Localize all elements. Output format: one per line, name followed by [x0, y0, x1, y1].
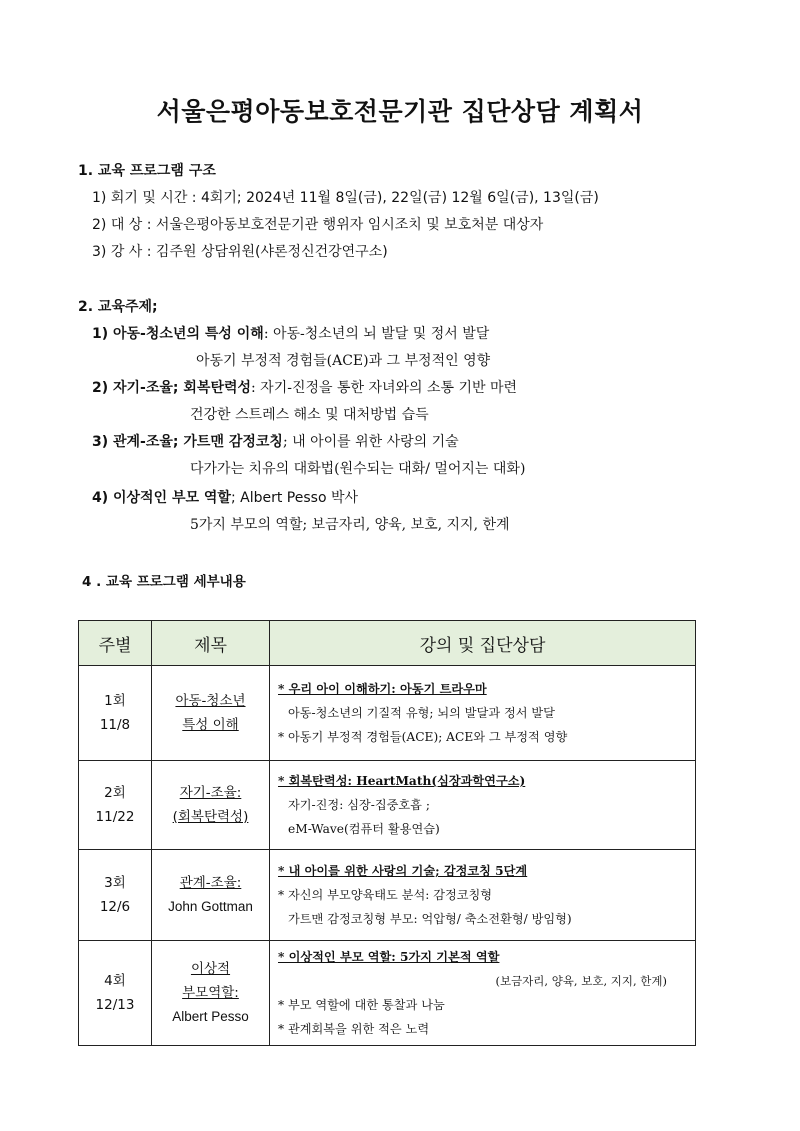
title-line: 특성 이해 [182, 717, 239, 733]
topic-3 [92, 431, 459, 451]
topic-1 [92, 323, 489, 343]
week-cell [79, 761, 152, 850]
session-date: 11/8 [99, 717, 131, 733]
header-content: 강의 및 집단상담 [270, 621, 696, 666]
session-date: 12/13 [95, 997, 135, 1013]
topic-1-sub: 아동기 부정적 경험들(ACE)과 그 부정적인 영향 [196, 353, 491, 369]
week-cell [79, 850, 152, 941]
session-number: 1회 [104, 693, 126, 709]
topic-2-sub: 건강한 스트레스 해소 및 대처방법 습득 [190, 407, 429, 423]
section1-item-schedule: 1) 회기 및 시간 : 4회기; 2024년 11월 8일(금), 22일(금) 12월 6일(금), 13일(금) [92, 190, 599, 206]
session-number: 4회 [104, 973, 126, 989]
title-cell [152, 761, 270, 850]
title-cell [152, 850, 270, 941]
content-line: * 자신의 부모양육태도 분석: 감정코칭형 [278, 888, 493, 902]
content-cell [270, 761, 696, 850]
title-line: Albert Pesso [172, 1009, 249, 1024]
title-line: 부모역할: [182, 985, 239, 1001]
table-row [79, 941, 696, 1046]
topic-label: 2) 자기-조율; 회복탄력성 [92, 380, 252, 396]
topic-label: 3) 관계-조율; 가트맨 감정코칭 [92, 434, 283, 450]
topic-label: 1) 아동-청소년의 특성 이해 [92, 326, 264, 342]
topic-label: 4) 이상적인 부모 역할 [92, 490, 231, 506]
topic-desc: : 자기-진정을 통한 자녀와의 소통 기반 마련 [251, 380, 518, 396]
section4-heading: 4 . 교육 프로그램 세부내용 [82, 574, 246, 590]
topic-desc: : 아동-청소년의 뇌 발달 및 정서 발달 [263, 326, 490, 342]
title-line: (회복탄력성) [172, 809, 249, 825]
document-title: 서울은평아동보호전문기관 집단상담 계획서 [156, 97, 644, 126]
topic-desc: ; Albert Pesso 박사 [230, 490, 359, 506]
table-row [79, 850, 696, 941]
topic-desc: ; 내 아이를 위한 사랑의 기술 [282, 434, 459, 450]
content-line: 가트맨 감정코칭형 부모: 억압형/ 축소전환형/ 방임형) [288, 912, 572, 926]
content-line: * 아동기 부정적 경험들(ACE); ACE와 그 부정적 영향 [278, 730, 568, 744]
session-date: 11/22 [95, 809, 135, 825]
content-cell [270, 666, 696, 761]
content-heading: * 내 아이를 위한 사랑의 기술; 감정코칭 5단계 [278, 864, 528, 878]
content-heading: * 우리 아이 이해하기: 아동기 트라우마 [278, 682, 487, 696]
content-line: eM-Wave(컴퓨터 활용연습) [288, 822, 440, 836]
session-number: 3회 [104, 875, 126, 891]
content-line: * 관계회복을 위한 적은 노력 [278, 1022, 430, 1036]
section1-item-target: 2) 대 상 : 서울은평아동보호전문기관 행위자 임시조치 및 보호처분 대상자 [92, 217, 544, 233]
session-number: 2회 [104, 785, 126, 801]
topic-4 [92, 487, 358, 507]
table-header-row [79, 621, 696, 666]
program-table [78, 620, 696, 1046]
title-line: 관계-조율: [179, 875, 242, 891]
section1-heading: 1. 교육 프로그램 구조 [78, 163, 216, 179]
title-cell [152, 941, 270, 1046]
title-line: 자기-조율: [179, 785, 242, 801]
week-cell [79, 666, 152, 761]
section2-heading: 2. 교육주제; [78, 299, 158, 315]
content-line: * 부모 역할에 대한 통찰과 나눔 [278, 998, 445, 1012]
week-cell [79, 941, 152, 1046]
title-line: 이상적 [190, 961, 231, 977]
header-title: 제목 [152, 621, 270, 666]
topic-2 [92, 377, 517, 397]
content-line: 자기-진정: 심장-집중호흡 ; [288, 798, 430, 812]
table-row [79, 761, 696, 850]
topic-3-sub: 다가가는 치유의 대화법(원수되는 대화/ 멀어지는 대화) [190, 461, 526, 477]
topic-4-sub: 5가지 부모의 역할; 보금자리, 양육, 보호, 지지, 한계 [190, 517, 510, 533]
content-heading: * 이상적인 부모 역할: 5가지 기본적 역할 [278, 950, 500, 964]
table-row [79, 666, 696, 761]
session-date: 12/6 [99, 899, 131, 915]
title-cell [152, 666, 270, 761]
content-line: 아동-청소년의 기질적 유형; 뇌의 발달과 정서 발달 [288, 706, 555, 720]
content-cell [270, 941, 696, 1046]
header-week: 주별 [79, 621, 152, 666]
title-line: John Gottman [168, 899, 253, 914]
content-heading: * 회복탄력성: HeartMath(심장과학연구소) [278, 774, 526, 788]
content-subline: (보금자리, 양육, 보호, 지지, 한계) [495, 974, 667, 988]
title-line: 아동-청소년 [175, 693, 246, 709]
section1-item-instructor: 3) 강 사 : 김주원 상담위원(샤론정신건강연구소) [92, 244, 388, 260]
content-cell [270, 850, 696, 941]
